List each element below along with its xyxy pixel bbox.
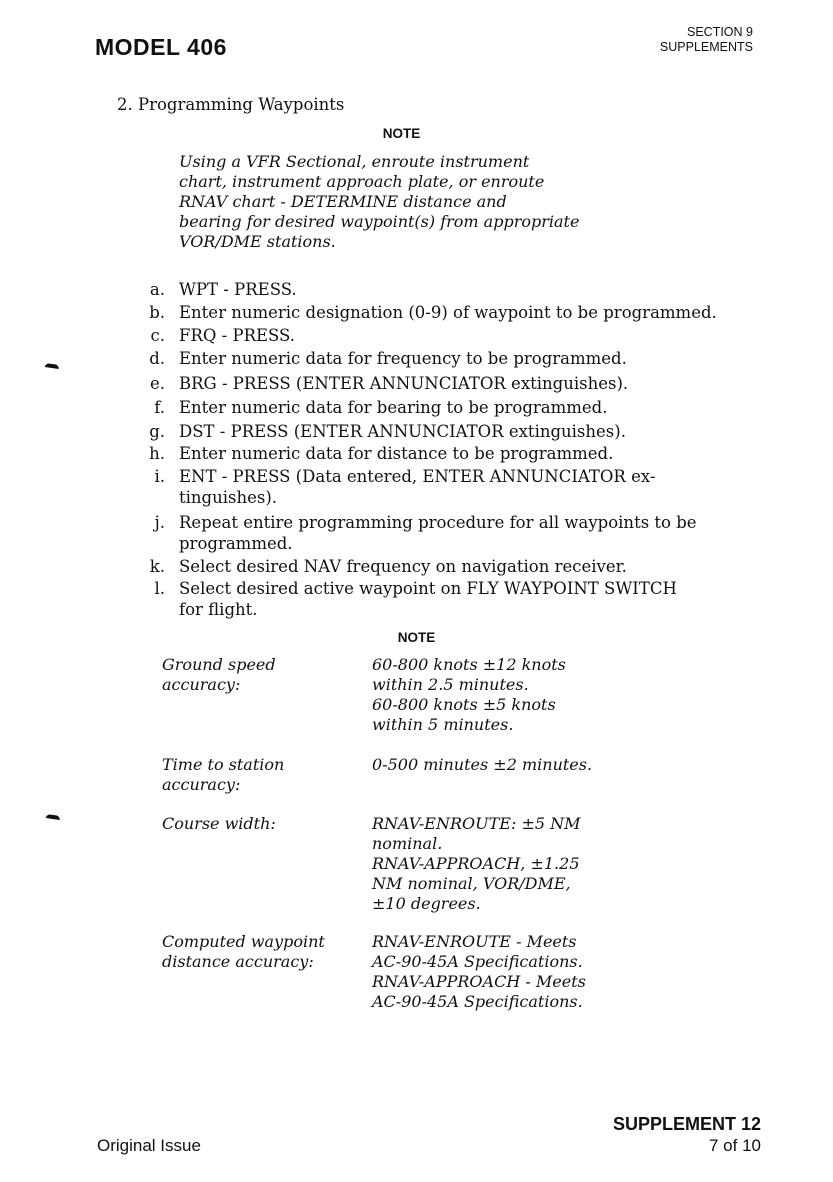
spec-value-line: NM nominal, VOR/DME, bbox=[372, 874, 571, 893]
note-label-text: NOTE bbox=[397, 630, 436, 645]
spec-label-line: distance accuracy: bbox=[162, 952, 314, 971]
note-line: bearing for desired waypoint(s) from appropriate bbox=[179, 212, 580, 231]
spec-value-line: 60-800 knots ±5 knots bbox=[372, 695, 556, 714]
change-bar-icon bbox=[46, 814, 60, 820]
step-letter: k. bbox=[149, 557, 165, 576]
step-letter: j. bbox=[154, 513, 165, 532]
step-text: Select desired NAV frequency on navigation receiver. bbox=[179, 557, 627, 576]
section-header bbox=[660, 25, 753, 55]
step-letter: f. bbox=[154, 398, 165, 417]
step-text: FRQ - PRESS. bbox=[179, 326, 296, 345]
spec-value-line: AC-90-45A Specifications. bbox=[372, 992, 583, 1011]
supplements-label: SUPPLEMENTS bbox=[659, 40, 753, 54]
spec-value bbox=[372, 655, 566, 735]
step-letter: i. bbox=[154, 467, 165, 486]
step-line: Repeat entire programming procedure for all waypoints to be bbox=[179, 513, 697, 532]
note-line: VOR/DME stations. bbox=[179, 232, 336, 251]
note-label bbox=[0, 126, 833, 141]
step-letter: d. bbox=[149, 349, 165, 368]
step-text: Enter numeric data for distance to be programmed. bbox=[179, 444, 614, 463]
spec-value-line: RNAV-APPROACH - Meets bbox=[372, 972, 586, 991]
step-text: WPT - PRESS. bbox=[179, 280, 297, 299]
note-label bbox=[0, 630, 833, 645]
step-letter: l. bbox=[154, 579, 165, 598]
spec-label bbox=[162, 655, 276, 695]
spec-label-line: accuracy: bbox=[162, 775, 241, 794]
spec-value bbox=[372, 814, 581, 914]
spec-label-line: Course width: bbox=[162, 814, 276, 833]
spec-value-line: ±10 degrees. bbox=[372, 894, 481, 913]
step-line: tinguishes). bbox=[179, 488, 278, 507]
step-text: BRG - PRESS (ENTER ANNUNCIATOR extinguishes). bbox=[179, 374, 629, 393]
issue-label: Original Issue bbox=[97, 1136, 201, 1155]
spec-label-line: Ground speed bbox=[162, 655, 276, 674]
note-line: Using a VFR Sectional, enroute instrument bbox=[179, 152, 530, 171]
step-letter: b. bbox=[149, 303, 165, 322]
spec-value-line: RNAV-APPROACH, ±1.25 bbox=[372, 854, 580, 873]
step-text: Enter numeric designation (0-9) of waypoint to be programmed. bbox=[179, 303, 717, 322]
step-letter: a. bbox=[149, 280, 165, 299]
step-line: programmed. bbox=[179, 534, 293, 553]
note-line: chart, instrument approach plate, or enroute bbox=[179, 172, 545, 191]
change-bar-icon bbox=[45, 363, 59, 369]
spec-value-line: nominal. bbox=[372, 834, 443, 853]
step-text bbox=[179, 578, 757, 620]
spec-value-line: 0-500 minutes ±2 minutes. bbox=[372, 755, 593, 774]
page-number: 7 of 10 bbox=[709, 1136, 761, 1155]
note-body bbox=[179, 152, 619, 252]
spec-value-line: within 5 minutes. bbox=[372, 715, 514, 734]
spec-value bbox=[372, 755, 592, 775]
note-label-text: NOTE bbox=[382, 126, 421, 141]
spec-label bbox=[162, 755, 284, 795]
step-line: Select desired active waypoint on FLY WAYPOINT SWITCH bbox=[179, 579, 677, 598]
spec-label-line: Computed waypoint bbox=[162, 932, 325, 951]
step-text bbox=[179, 466, 757, 508]
step-text: Enter numeric data for bearing to be programmed. bbox=[179, 398, 608, 417]
step-text: DST - PRESS (ENTER ANNUNCIATOR extinguishes). bbox=[179, 422, 626, 441]
spec-label bbox=[162, 814, 276, 834]
spec-value-line: AC-90-45A Specifications. bbox=[372, 952, 583, 971]
step-letter: e. bbox=[149, 374, 165, 393]
spec-value-line: RNAV-ENROUTE: ±5 NM bbox=[372, 814, 581, 833]
spec-label-line: Time to station bbox=[162, 755, 285, 774]
section-label: SECTION 9 bbox=[687, 25, 753, 39]
spec-label bbox=[162, 932, 325, 972]
model-title: MODEL 406 bbox=[95, 34, 227, 60]
spec-value-line: 60-800 knots ±12 knots bbox=[372, 655, 566, 674]
note-line: RNAV chart - DETERMINE distance and bbox=[179, 192, 507, 211]
spec-value-line: within 2.5 minutes. bbox=[372, 675, 529, 694]
section-heading: 2. Programming Waypoints bbox=[117, 95, 345, 114]
step-text bbox=[179, 512, 757, 554]
step-line: ENT - PRESS (Data entered, ENTER ANNUNCIATOR ex- bbox=[179, 467, 656, 486]
supplement-label: SUPPLEMENT 12 bbox=[612, 1114, 761, 1134]
spec-label-line: accuracy: bbox=[162, 675, 241, 694]
spec-value-line: RNAV-ENROUTE - Meets bbox=[372, 932, 577, 951]
step-letter: h. bbox=[149, 444, 165, 463]
step-letter: g. bbox=[149, 422, 165, 441]
step-letter: c. bbox=[150, 326, 165, 345]
spec-value bbox=[372, 932, 586, 1012]
step-text: Enter numeric data for frequency to be programmed. bbox=[179, 349, 627, 368]
step-line: for flight. bbox=[179, 600, 258, 619]
